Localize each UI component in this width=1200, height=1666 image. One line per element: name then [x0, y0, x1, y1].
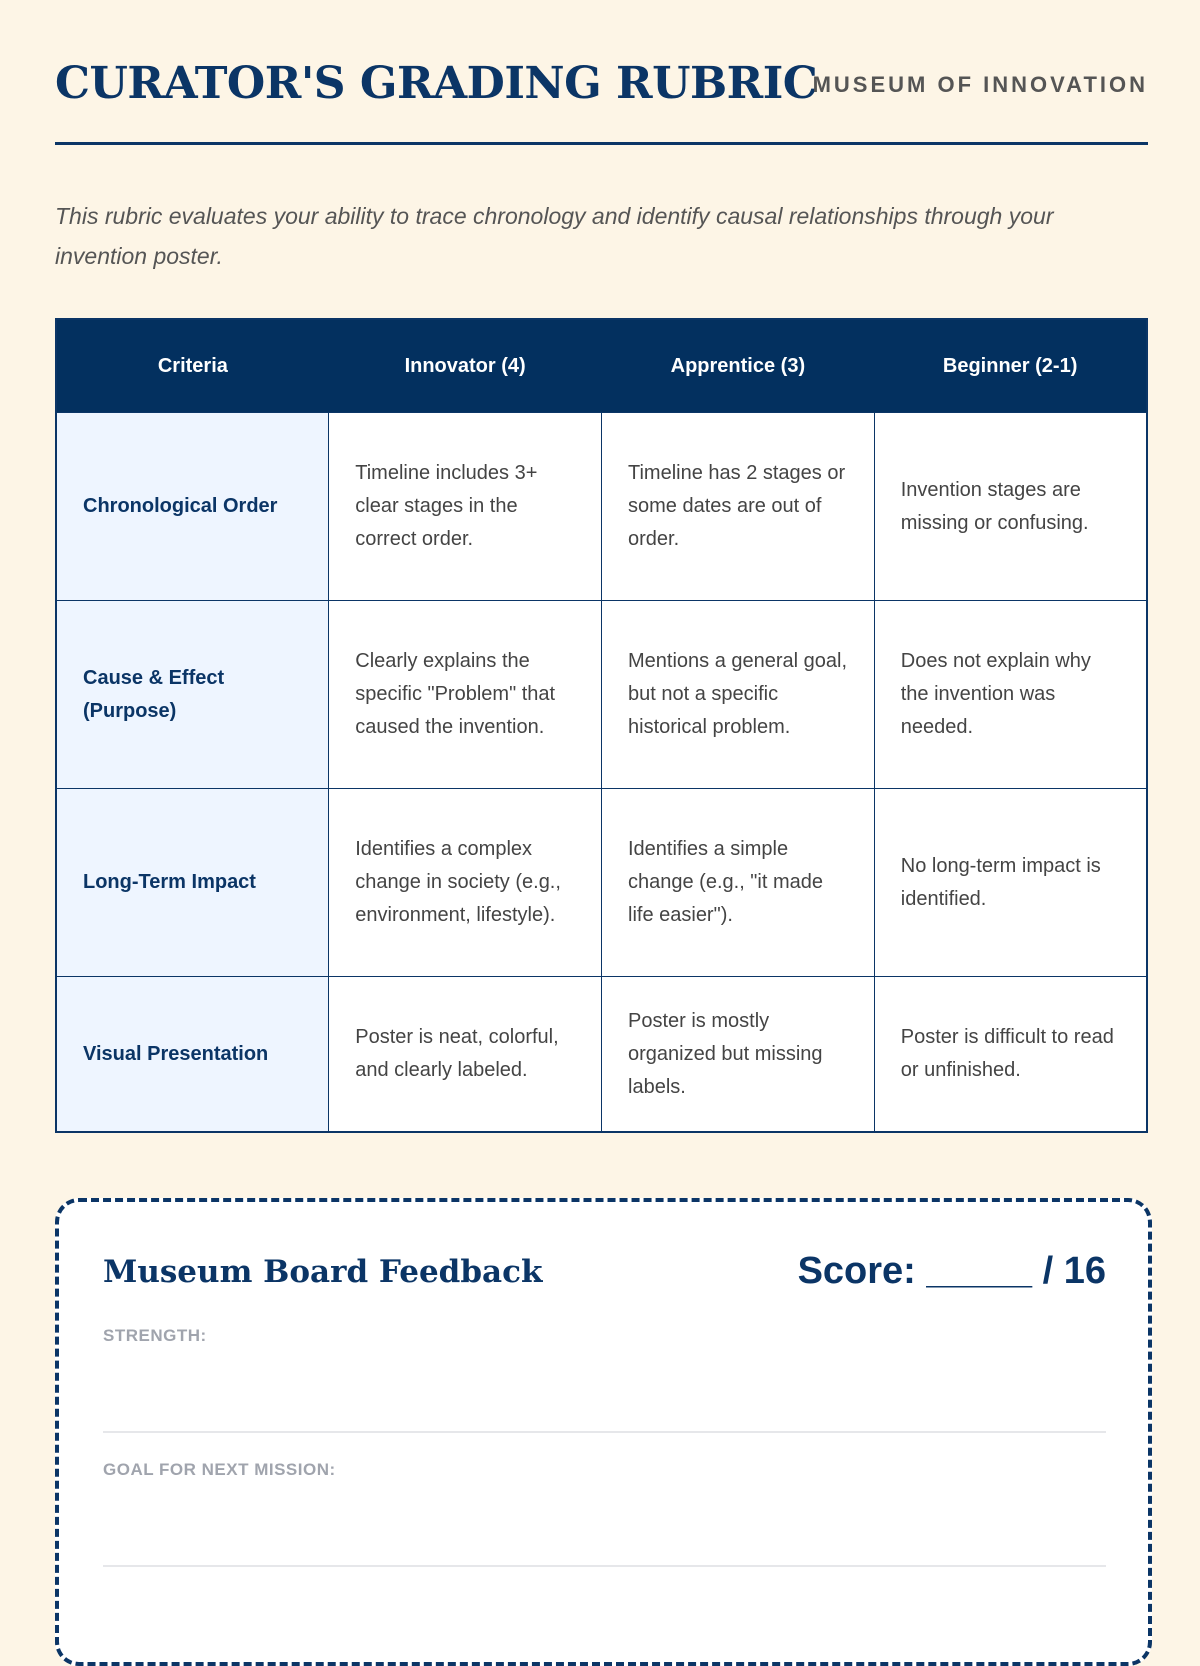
- table-cell: Mentions a general goal, but not a specific historical problem.: [602, 601, 875, 789]
- table-cell: Identifies a complex change in society (e.g., environment, lifestyle).: [329, 789, 602, 977]
- criteria-cell: Cause & Effect (Purpose): [56, 601, 329, 789]
- header-innovator: Innovator (4): [329, 319, 602, 413]
- goal-label: GOAL FOR NEXT MISSION:: [103, 1460, 336, 1479]
- intro-text: This rubric evaluates your ability to trace chronology and identify causal relationships through your invention poster.: [55, 203, 1054, 269]
- header-apprentice: Apprentice (3): [602, 319, 875, 413]
- table-row: [56, 601, 1147, 789]
- table-cell: Poster is neat, colorful, and clearly labeled.: [329, 977, 602, 1133]
- table-cell: Timeline has 2 stages or some dates are out of order.: [602, 413, 875, 601]
- feedback-box: [55, 1198, 1152, 1666]
- table-header-row: [56, 319, 1147, 413]
- score-field[interactable]: Score: _____ / 16: [797, 1250, 1106, 1292]
- feedback-title: Museum Board Feedback: [103, 1254, 543, 1290]
- table-cell: Identifies a simple change (e.g., "it made life easier").: [602, 789, 875, 977]
- table-row: [56, 977, 1147, 1133]
- criteria-cell: Visual Presentation: [56, 977, 329, 1133]
- table-cell: No long-term impact is identified.: [874, 789, 1147, 977]
- rubric-table: [55, 318, 1148, 1133]
- table-cell: Timeline includes 3+ clear stages in the correct order.: [329, 413, 602, 601]
- strength-label: STRENGTH:: [103, 1326, 207, 1345]
- table-cell: Poster is mostly organized but missing labels.: [602, 977, 875, 1133]
- table-cell: Invention stages are missing or confusing.: [874, 413, 1147, 601]
- goal-write-line[interactable]: [103, 1565, 1106, 1567]
- table-cell: Poster is difficult to read or unfinished.: [874, 977, 1147, 1133]
- table-row: [56, 789, 1147, 977]
- page-title: CURATOR'S GRADING RUBRIC: [55, 58, 818, 109]
- criteria-cell: Chronological Order: [56, 413, 329, 601]
- header-beginner: Beginner (2-1): [874, 319, 1147, 413]
- strength-write-line[interactable]: [103, 1431, 1106, 1433]
- header-criteria: Criteria: [56, 319, 329, 413]
- criteria-cell: Long-Term Impact: [56, 789, 329, 977]
- page-header: [55, 52, 1148, 145]
- table-cell: Clearly explains the specific "Problem" that caused the invention.: [329, 601, 602, 789]
- museum-name: MUSEUM OF INNOVATION: [812, 72, 1148, 97]
- table-cell: Does not explain why the invention was needed.: [874, 601, 1147, 789]
- table-row: [56, 413, 1147, 601]
